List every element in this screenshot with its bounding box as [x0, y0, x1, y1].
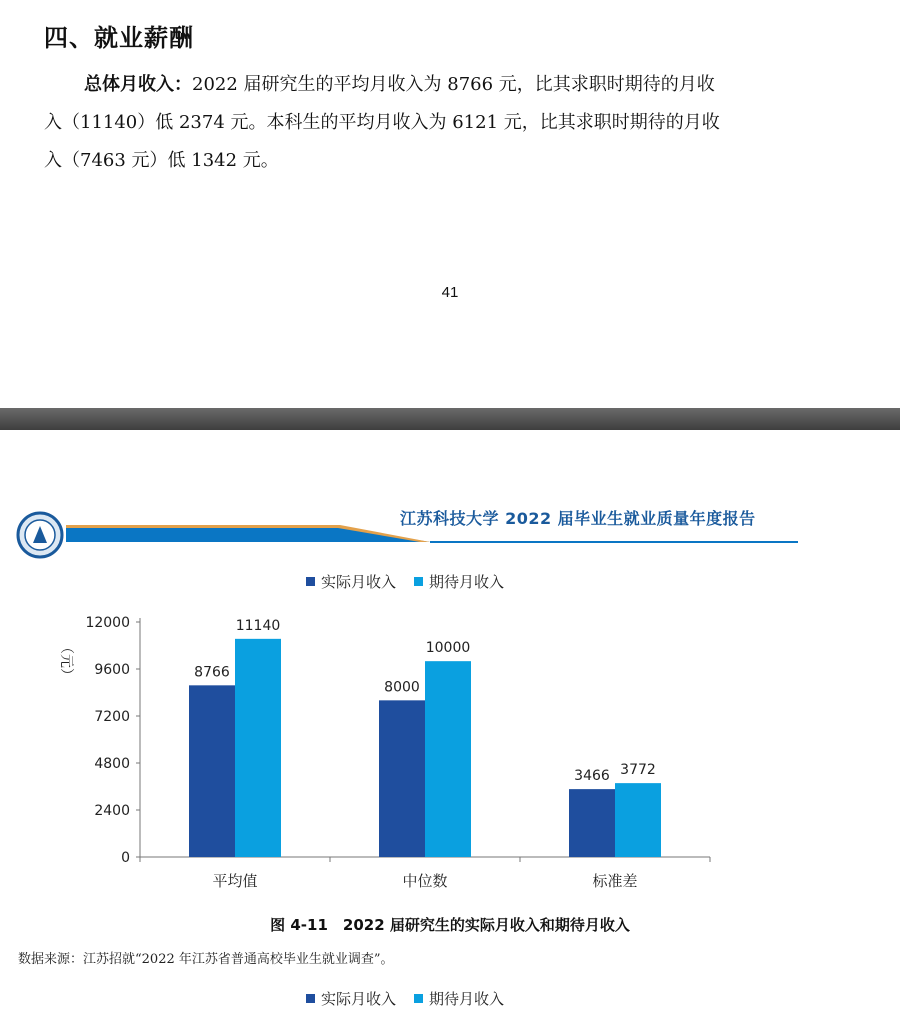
legend-label-actual-bottom: 实际月收入	[321, 990, 397, 1008]
legend-label-expected: 期待月收入	[429, 573, 505, 591]
section-title: 四、就业薪酬	[44, 24, 194, 52]
legend-swatch-actual	[306, 577, 315, 586]
category-label: 平均值	[212, 872, 258, 890]
y-tick-label: 12000	[85, 615, 130, 631]
bar-expected	[425, 661, 471, 857]
legend-item-actual	[306, 571, 396, 592]
data-label: 8000	[384, 679, 420, 696]
university-seal-icon	[18, 513, 62, 557]
bar-expected	[615, 783, 661, 857]
report-title: 江苏科技大学 2022 届毕业生就业质量年度报告	[400, 509, 756, 528]
bar-actual	[569, 789, 615, 857]
bar-actual	[189, 685, 235, 857]
data-label: 3772	[620, 762, 656, 779]
bar-actual	[379, 700, 425, 857]
legend-item-expected	[414, 571, 504, 592]
legend-item-expected-bottom	[414, 988, 504, 1009]
chart-legend-top	[306, 571, 522, 592]
data-label: 11140	[235, 617, 281, 634]
legend-swatch-actual-bottom	[306, 994, 315, 1003]
income-bar-chart	[0, 600, 900, 900]
paragraph-line-3: 入（7463 元）低 1342 元。	[44, 150, 279, 171]
report-page-41	[0, 0, 900, 408]
category-label: 标准差	[592, 872, 638, 890]
chart-legend-bottom	[306, 988, 522, 1009]
bar-expected	[235, 639, 281, 857]
paragraph-line-1	[44, 66, 834, 104]
report-header-banner	[0, 490, 900, 570]
legend-swatch-expected-bottom	[414, 994, 423, 1003]
data-label: 3466	[574, 768, 610, 785]
paragraph-line-2: 入（11140）低 2374 元。本科生的平均月收入为 6121 元，比其求职时期待的月收	[44, 112, 720, 133]
y-tick-label: 7200	[94, 709, 130, 725]
legend-label-actual: 实际月收入	[321, 573, 397, 591]
page-separator	[0, 408, 900, 430]
y-axis-title: （元）	[58, 640, 74, 682]
legend-label-expected-bottom: 期待月收入	[429, 990, 505, 1008]
legend-item-actual-bottom	[306, 988, 396, 1009]
figure-caption: 图 4-11 2022 届研究生的实际月收入和期待月收入	[270, 916, 630, 934]
y-tick-label: 9600	[94, 662, 130, 678]
data-label: 10000	[425, 640, 471, 657]
banner-blue-bar	[66, 527, 430, 542]
paragraph-text-1: 2022 届研究生的平均月收入为 8766 元，比其求职时期待的月收	[192, 74, 715, 95]
income-paragraph	[44, 66, 834, 180]
y-tick-label: 0	[121, 850, 130, 866]
category-label: 中位数	[402, 872, 448, 890]
y-tick-label: 4800	[94, 756, 130, 772]
y-tick-label: 2400	[94, 803, 130, 819]
data-source-note: 数据来源：江苏招就“2022 年江苏省普通高校毕业生就业调查”。	[18, 952, 394, 967]
data-label: 8766	[194, 664, 230, 681]
page-number: 41	[441, 284, 459, 301]
paragraph-lead: 总体月收入：	[84, 74, 192, 95]
legend-swatch-expected	[414, 577, 423, 586]
